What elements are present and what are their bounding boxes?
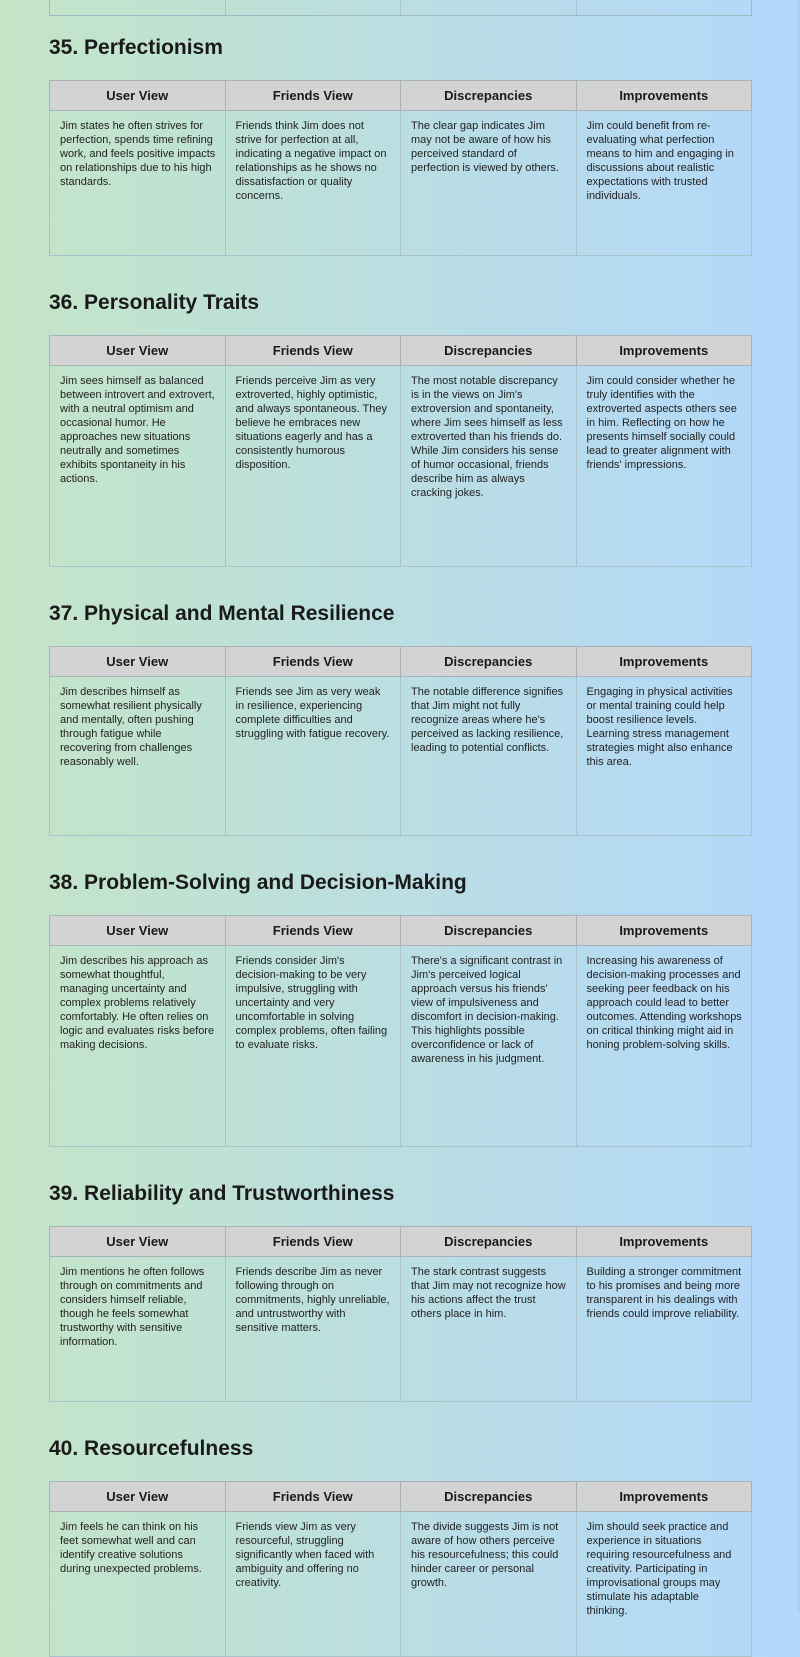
cell-improvements: Engaging in physical activities or mental training could help boost resilience levels. Learning stress management strategies might also enhance this area. (576, 677, 752, 836)
cell-improvements: Jim could consider whether he truly identifies with the extroverted aspects others see in him. Reflecting on how he presents himself socially could lead to greater alignment with friends' impressions. (576, 366, 752, 567)
header-discrepancies: Discrepancies (401, 336, 577, 366)
cell-friends-view: Friends view Jim as very resourceful, struggling significantly when faced with ambiguity and offering no creativity. (225, 1512, 401, 1657)
cell-improvements: Jim could benefit from re-evaluating what perfection means to him and engaging in discussions about realistic expectations with trusted individuals. (576, 111, 752, 256)
header-improvements: Improvements (576, 81, 752, 111)
table-cell (226, 0, 402, 15)
cell-friends-view: Friends think Jim does not strive for perfection at all, indicating a negative impact on relationships as he shows no dissatisfaction or quality concerns. (225, 111, 401, 256)
cell-discrepancies: The stark contrast suggests that Jim may not recognize how his actions affect the trust others place in him. (401, 1257, 577, 1402)
section-reliability (49, 1179, 752, 1402)
header-user-view: User View (50, 647, 226, 677)
cell-improvements: Increasing his awareness of decision-making processes and seeking peer feedback on his approach could lead to better outcomes. Attending workshops on critical thinking might aid in honing problem-solving skills. (576, 946, 752, 1147)
header-friends-view: Friends View (225, 81, 401, 111)
table-header-row (50, 1482, 752, 1512)
cell-discrepancies: The clear gap indicates Jim may not be aware of how his perceived standard of perfection is viewed by others. (401, 111, 577, 256)
header-improvements: Improvements (576, 916, 752, 946)
header-improvements: Improvements (576, 1227, 752, 1257)
table-row (50, 366, 752, 567)
table-header-row (50, 916, 752, 946)
table-cell (401, 0, 577, 15)
cell-user-view: Jim describes his approach as somewhat thoughtful, managing uncertainty and complex problems relatively comfortably. He often relies on logic and evaluates risks before making decisions. (50, 946, 226, 1147)
section-personality-traits (49, 288, 752, 567)
cell-user-view: Jim sees himself as balanced between introvert and extrovert, with a neutral optimism and occasional humor. He approaches new situations neutrally and sometimes exhibits spontaneity in his actions. (50, 366, 226, 567)
section-title: 38. Problem-Solving and Decision-Making (49, 871, 467, 894)
header-user-view: User View (50, 916, 226, 946)
section-title: 40. Resourcefulness (49, 1437, 254, 1460)
table-row (50, 946, 752, 1147)
table-header-row (50, 1227, 752, 1257)
cell-user-view: Jim feels he can think on his feet somewhat well and can identify creative solutions during unexpected problems. (50, 1512, 226, 1657)
cell-discrepancies: The notable difference signifies that Jim might not fully recognize areas where he's perceived as lacking resilience, leading to potential conflicts. (401, 677, 577, 836)
comparison-table (49, 80, 752, 256)
header-user-view: User View (50, 81, 226, 111)
header-discrepancies: Discrepancies (401, 647, 577, 677)
comparison-table (49, 915, 752, 1147)
table-cell (577, 0, 752, 15)
section-title: 39. Reliability and Trustworthiness (49, 1182, 395, 1205)
cell-friends-view: Friends describe Jim as never following through on commitments, highly unreliable, and untrustworthy with sensitive matters. (225, 1257, 401, 1402)
section-title: 36. Personality Traits (49, 291, 260, 314)
header-discrepancies: Discrepancies (401, 916, 577, 946)
header-friends-view: Friends View (225, 647, 401, 677)
cell-discrepancies: There's a significant contrast in Jim's perceived logical approach versus his friends' view of impulsiveness and discomfort in decision-making. This highlights possible overconfidence or lack of awareness in his judgment. (401, 946, 577, 1147)
header-improvements: Improvements (576, 647, 752, 677)
table-row (50, 1512, 752, 1657)
header-friends-view: Friends View (225, 336, 401, 366)
cell-discrepancies: The most notable discrepancy is in the views on Jim's extroversion and spontaneity, where Jim sees himself as less extroverted than his friends do. While Jim considers his sense of humor occasional, friends describe him as always cracking jokes. (401, 366, 577, 567)
section-problem-solving (49, 868, 752, 1147)
section-resilience (49, 599, 752, 836)
table-row (50, 111, 752, 256)
cell-user-view: Jim describes himself as somewhat resilient physically and mentally, often pushing through fatigue while recovering from challenges reasonably well. (50, 677, 226, 836)
header-friends-view: Friends View (225, 1482, 401, 1512)
cell-user-view: Jim mentions he often follows through on commitments and considers himself reliable, though he feels somewhat trustworthy with sensitive information. (50, 1257, 226, 1402)
cell-friends-view: Friends consider Jim's decision-making to be very impulsive, struggling with uncertainty and very uncomfortable in solving complex problems, often failing to evaluate risks. (225, 946, 401, 1147)
header-friends-view: Friends View (225, 916, 401, 946)
table-row (50, 677, 752, 836)
comparison-table (49, 1226, 752, 1402)
table-header-row (50, 336, 752, 366)
section-resourcefulness (49, 1434, 752, 1657)
cell-improvements: Building a stronger commitment to his promises and being more transparent in his dealings with friends could improve reliability. (576, 1257, 752, 1402)
header-user-view: User View (50, 336, 226, 366)
table-cell (50, 0, 226, 15)
section-title: 35. Perfectionism (49, 36, 223, 59)
section-title: 37. Physical and Mental Resilience (49, 602, 395, 625)
comparison-table (49, 1481, 752, 1657)
table-header-row (50, 647, 752, 677)
comparison-table (49, 335, 752, 567)
header-discrepancies: Discrepancies (401, 81, 577, 111)
header-user-view: User View (50, 1482, 226, 1512)
cell-user-view: Jim states he often strives for perfection, spends time refining work, and feels positive impacts on relationships due to his high standards. (50, 111, 226, 256)
header-friends-view: Friends View (225, 1227, 401, 1257)
header-discrepancies: Discrepancies (401, 1227, 577, 1257)
cell-friends-view: Friends see Jim as very weak in resilience, experiencing complete difficulties and struggling with fatigue recovery. (225, 677, 401, 836)
cell-friends-view: Friends perceive Jim as very extroverted, highly optimistic, and always spontaneous. They believe he embraces new situations eagerly and has a consistently humorous disposition. (225, 366, 401, 567)
table-row (50, 1257, 752, 1402)
header-user-view: User View (50, 1227, 226, 1257)
header-improvements: Improvements (576, 1482, 752, 1512)
cell-improvements: Jim should seek practice and experience in situations requiring resourcefulness and creativity. Participating in improvisational groups may stimulate his adaptable thinking. (576, 1512, 752, 1657)
cell-discrepancies: The divide suggests Jim is not aware of how others perceive his resourcefulness; this could hinder career or personal growth. (401, 1512, 577, 1657)
comparison-table (49, 646, 752, 836)
section-perfectionism (49, 33, 752, 256)
header-improvements: Improvements (576, 336, 752, 366)
previous-table-remnant (49, 0, 752, 16)
table-header-row (50, 81, 752, 111)
header-discrepancies: Discrepancies (401, 1482, 577, 1512)
